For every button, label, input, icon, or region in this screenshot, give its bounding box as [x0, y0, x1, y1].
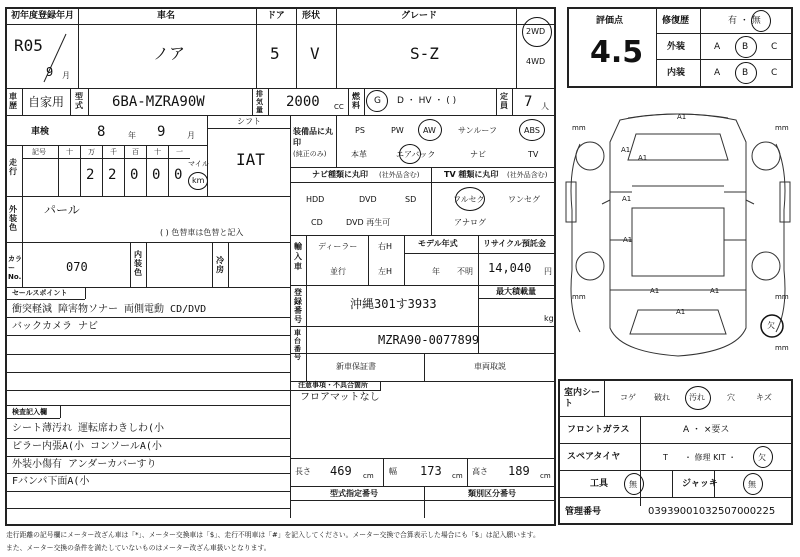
- model-year-year: 年: [432, 267, 440, 276]
- inspection-month-unit: 月: [187, 131, 195, 140]
- equip-pw: PW: [391, 126, 404, 135]
- diag-a1-4: A1: [622, 195, 632, 203]
- first-reg-label: 初年度登録年月: [11, 11, 75, 21]
- max-load-unit: kg: [544, 314, 554, 323]
- capacity-value: 7: [524, 94, 533, 110]
- inspector-line-3: 外装小傷有 アンダーカバーすり: [12, 459, 157, 470]
- inspection-year-unit: 年: [128, 131, 136, 140]
- footer-line-1: 走行距離の記号欄にメーター改ざん車は「*」、メーター交換車は「$」、走行不明車は「#」を記入してください。メーター交換で合算表示した場合にも「$」は記入願います。: [6, 531, 540, 539]
- navi-dvd-play: DVD 再生可: [346, 218, 391, 227]
- len-label: 長さ: [295, 467, 311, 476]
- mgmt-label: 管理番号: [565, 507, 602, 517]
- diag-a1-3: A1: [638, 154, 648, 162]
- mileage-unit-1: 万: [88, 148, 95, 156]
- diag-a1-1: A1: [677, 113, 687, 121]
- footer-line-2: また、メーター交換の条件を満たしていないものはメーター改ざん車扱いとなります。: [6, 544, 271, 552]
- int-grade-c: C: [771, 68, 778, 78]
- shape-label: 形状: [302, 11, 321, 21]
- sales-line-1: 衝突軽減 障害物ソナー 両側電動 CD/DVD: [12, 304, 207, 315]
- mileage-label: 走行: [9, 158, 17, 176]
- seat-hole: 穴: [727, 393, 735, 402]
- inspection-month: 9: [157, 124, 166, 140]
- recycle-label: リサイクル預託金: [483, 239, 546, 248]
- fuel-label: 燃料: [352, 92, 360, 110]
- mgmt-value: 03939001032507000225: [648, 506, 776, 517]
- first-reg-year: R05: [14, 36, 43, 55]
- first-reg-month-unit: 月: [62, 71, 70, 80]
- seat-yabure: 破れ: [654, 393, 670, 402]
- equip-abs: ABS: [524, 126, 540, 135]
- model-label: 型式: [75, 92, 83, 110]
- jack-label: ジャッキ: [682, 479, 718, 489]
- car-name-value: ノア: [153, 44, 186, 63]
- use-value: 自家用: [28, 95, 65, 109]
- seat-label: 室内シート: [564, 388, 601, 409]
- equip-leather: 本革: [351, 150, 367, 159]
- type-no-label: 型式指定番号: [330, 489, 378, 498]
- mileage-digit-3: 0: [152, 167, 161, 183]
- repair-label: 修復歴: [662, 16, 690, 26]
- tv-label: TV 種類に丸印: [444, 170, 499, 179]
- tv-analog: アナログ: [454, 218, 486, 227]
- equip-tv: TV: [528, 150, 539, 159]
- grade-label: グレード: [401, 11, 438, 21]
- import-parallel: 並行: [330, 267, 346, 276]
- sales-label: セールスポイント: [12, 289, 68, 297]
- wd2-label: 2WD: [526, 27, 546, 36]
- shape-value: V: [310, 44, 320, 63]
- glass-value: A ・ ×要ス: [683, 425, 730, 435]
- repair-none-circle: [751, 10, 771, 32]
- exterior-label: 外装色: [9, 205, 17, 232]
- chassis-label: 車台番号: [294, 329, 301, 361]
- len-unit: cm: [363, 472, 374, 480]
- navi-label: ナビ種類に丸印: [312, 170, 368, 179]
- sales-line-2: バックカメラ ナビ: [12, 321, 99, 332]
- recycle-unit: 円: [544, 267, 552, 276]
- ext-grade-a: A: [714, 42, 721, 52]
- exterior-value: パール: [44, 203, 80, 217]
- diag-a1-7: A1: [650, 287, 660, 295]
- first-reg-slash: [36, 30, 76, 86]
- notes-value: フロアマットなし: [300, 392, 380, 403]
- diag-a1-8: A1: [710, 287, 720, 295]
- jack-none: 無: [748, 480, 756, 489]
- rating-label: 評価点: [596, 16, 624, 26]
- tv-oneseg: ワンセグ: [508, 195, 540, 204]
- chassis-value: MZRA90-0077899: [378, 333, 480, 347]
- inspection-year: 8: [97, 124, 106, 140]
- notes-label: 注意事項・不具合箇所: [298, 381, 368, 389]
- equipment-label: 装備品に丸印: [293, 127, 333, 147]
- max-load-label: 最大積載量: [496, 287, 536, 296]
- warranty-manual: 車両取説: [474, 362, 506, 371]
- spare-none: 欠: [758, 453, 766, 462]
- recycle-value: 14,040: [488, 261, 532, 275]
- capacity-label: 定員: [500, 92, 508, 110]
- spare-kit: ・ 修理 KIT ・: [684, 453, 737, 462]
- navi-sd: SD: [405, 195, 417, 204]
- capacity-unit: 人: [541, 102, 549, 111]
- import-lh: 左H: [378, 267, 393, 276]
- hei-label: 高さ: [472, 467, 488, 476]
- hei-unit: cm: [540, 472, 551, 480]
- fuel-rest: D ・ HV ・ ( ): [397, 96, 457, 106]
- warranty-new: 新車保証書: [336, 362, 376, 371]
- door-label: ドア: [267, 11, 285, 21]
- first-reg-month: 9: [46, 65, 54, 79]
- mileage-unit-mile: マイル: [188, 160, 209, 168]
- diag-mm-5: mm: [775, 344, 789, 352]
- reg-label: 登録番号: [294, 288, 302, 324]
- len-value: 469: [330, 464, 352, 478]
- interior-color-label: 内装色: [134, 250, 142, 277]
- doors-value: 5: [270, 44, 280, 63]
- disp-value: 2000: [286, 94, 320, 110]
- rating-value: 4.5: [590, 35, 644, 70]
- wid-label: 幅: [389, 467, 397, 476]
- mileage-digit-0: 2: [86, 167, 95, 183]
- equip-sunroof: サンルーフ: [458, 126, 497, 135]
- mileage-digit-2: 0: [130, 167, 139, 183]
- model-year-label: モデル年式: [418, 239, 458, 248]
- shift-label: シフト: [237, 117, 261, 126]
- use-label: 車歴: [9, 92, 17, 110]
- diag-ka: 欠: [767, 321, 775, 330]
- disp-unit: CC: [334, 103, 344, 111]
- tools-none: 無: [629, 480, 637, 489]
- inspector-line-1: シート薄汚れ 運転席わきしわ(小: [12, 423, 165, 434]
- disp-label: 排気量: [256, 90, 263, 114]
- wd4-label: 4WD: [526, 57, 546, 66]
- car-name-label: 車名: [157, 11, 176, 21]
- class-no-label: 類別区分番号: [468, 489, 516, 498]
- mileage-unit-0: 十: [66, 148, 73, 156]
- mileage-sub: 記号: [32, 148, 46, 156]
- int-grade-b: B: [742, 68, 749, 78]
- wid-unit: cm: [452, 472, 463, 480]
- repair-value: 有 ・ 無: [728, 16, 761, 26]
- exterior-note: ( ) 色替車は色替と記入: [160, 228, 244, 237]
- tv-sub: (社外品含む): [507, 171, 548, 179]
- ext-grade-c: C: [771, 42, 778, 52]
- mileage-unit-3: 百: [132, 148, 139, 156]
- reg-value: 沖縄301す3933: [350, 297, 437, 311]
- wid-value: 173: [420, 464, 442, 478]
- model-value: 6BA-MZRA90W: [112, 94, 205, 110]
- diag-a1-5: A1: [623, 236, 633, 244]
- seat-scratch: キズ: [756, 393, 772, 402]
- equip-airbag: エアバック: [396, 150, 436, 159]
- navi-sub: (社外品含む): [379, 171, 420, 179]
- int-grade-a: A: [714, 68, 721, 78]
- color-no-label: カラーNo.: [8, 255, 22, 281]
- mileage-unit-km: km: [192, 176, 205, 185]
- seat-stain: 汚れ: [689, 393, 705, 402]
- diag-mm-2: mm: [775, 124, 789, 132]
- model-year-unknown: 不明: [457, 267, 473, 276]
- import-dealer: ディーラー: [318, 242, 358, 251]
- diag-mm-1: mm: [572, 124, 586, 132]
- navi-cd: CD: [311, 218, 323, 227]
- diag-mm-3: mm: [572, 293, 586, 301]
- grade-value: S-Z: [410, 44, 439, 63]
- inspector-label: 検査記入欄: [12, 408, 47, 416]
- import-rh: 右H: [378, 242, 393, 251]
- car-damage-diagram: [560, 100, 796, 370]
- glass-label: フロントガラス: [567, 425, 630, 435]
- mileage-unit-2: 千: [110, 148, 117, 156]
- inspector-line-2: ピラー内張A(小 コンソールA(小: [12, 441, 162, 452]
- equip-navi: ナビ: [470, 150, 486, 159]
- equipment-sub: (純正のみ): [293, 150, 327, 158]
- tv-fullseg: フルセグ: [453, 195, 485, 204]
- import-label: 輸入車: [294, 242, 302, 271]
- mileage-digit-1: 2: [108, 167, 117, 183]
- diag-mm-4: mm: [775, 293, 789, 301]
- int-grade-label: 内装: [667, 68, 686, 78]
- spare-t: T: [663, 453, 668, 462]
- seat-koge: コゲ: [620, 393, 636, 402]
- spare-label: スペアタイヤ: [567, 452, 621, 462]
- ext-grade-b: B: [742, 42, 749, 52]
- tools-label: 工具: [590, 479, 609, 489]
- mileage-digit-4: 0: [174, 167, 183, 183]
- diag-a1-2: A1: [621, 146, 631, 154]
- equip-ps: PS: [355, 126, 365, 135]
- hei-value: 189: [508, 464, 530, 478]
- ext-grade-label: 外装: [667, 42, 686, 52]
- inspection-label: 車検: [31, 127, 50, 137]
- shift-value: IAT: [236, 150, 265, 169]
- ac-label: 冷房: [216, 256, 224, 274]
- mileage-unit-4: 十: [154, 148, 161, 156]
- inspector-line-4: Fバンパ下面A(小: [12, 476, 90, 487]
- color-no-value: 070: [66, 260, 88, 274]
- diag-a1-6: A1: [676, 308, 686, 316]
- navi-dvd: DVD: [359, 195, 377, 204]
- fuel-g: G: [374, 96, 381, 106]
- mileage-unit-5: 一: [176, 148, 183, 156]
- navi-hdd: HDD: [306, 195, 325, 204]
- equip-aw: AW: [423, 126, 436, 135]
